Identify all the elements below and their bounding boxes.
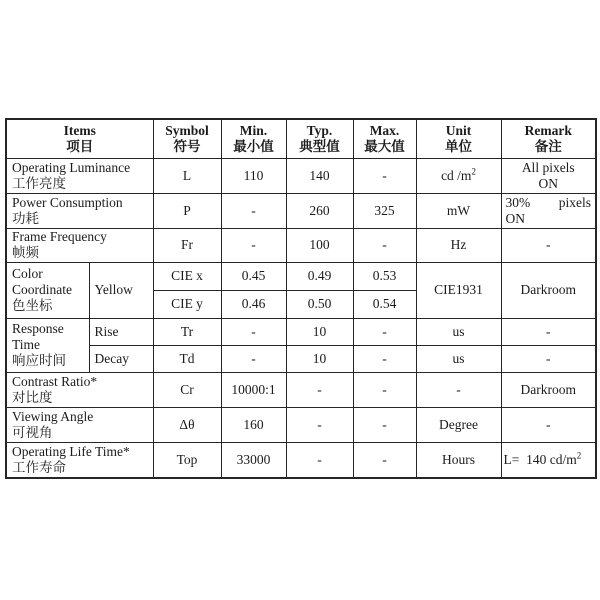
- symbol-cell: P: [153, 193, 221, 228]
- remark-header-zh: 备注: [534, 138, 562, 154]
- col-header-unit: [416, 119, 501, 158]
- subitem-cell-rise: Rise: [89, 318, 153, 345]
- col-header-typ: [286, 119, 353, 158]
- max-cell: -: [353, 158, 416, 193]
- unit-superscript: 2: [471, 166, 476, 176]
- max-cell: -: [353, 407, 416, 442]
- remark-justified-line: [506, 195, 592, 211]
- row-power-consumption: [6, 193, 596, 228]
- min-cell: -: [221, 345, 286, 372]
- item-cell-viewing-angle: [6, 407, 153, 442]
- typ-cell: -: [286, 442, 353, 478]
- max-header-zh: 最大值: [364, 138, 405, 154]
- item-cell-response-time: [6, 318, 89, 372]
- remark-cell: -: [501, 345, 596, 372]
- row-viewing-angle: [6, 407, 596, 442]
- typ-header-zh: 典型值: [299, 138, 340, 154]
- typ-cell: 140: [286, 158, 353, 193]
- remark-part-b: pixels: [558, 194, 591, 210]
- remark-cell: [501, 158, 596, 193]
- max-cell: -: [353, 318, 416, 345]
- item-zh: 功耗: [12, 210, 39, 226]
- min-cell: 33000: [221, 442, 286, 478]
- subitem-cell-decay: Decay: [89, 345, 153, 372]
- min-header-en: Min.: [239, 122, 268, 138]
- item-zh: 工作亮度: [12, 175, 66, 191]
- col-header-min: [221, 119, 286, 158]
- unit-cell: mW: [416, 193, 501, 228]
- items-header-zh: 项目: [66, 138, 94, 154]
- col-header-max: [353, 119, 416, 158]
- symbol-cell: Fr: [153, 228, 221, 262]
- unit-cell: Hz: [416, 228, 501, 262]
- item-zh: 色坐标: [12, 298, 53, 313]
- unit-cell: us: [416, 345, 501, 372]
- remark-cell: [501, 193, 596, 228]
- max-cell: 0.54: [353, 290, 416, 318]
- typ-cell: 10: [286, 345, 353, 372]
- min-cell: -: [221, 228, 286, 262]
- min-cell: -: [221, 318, 286, 345]
- remark-cell: Darkroom: [501, 262, 596, 318]
- item-en: Operating Luminance: [12, 159, 131, 175]
- remark-cell: -: [501, 407, 596, 442]
- unit-cell: -: [416, 372, 501, 407]
- item-cell-operating-luminance: [6, 158, 153, 193]
- symbol-cell: Δθ: [153, 407, 221, 442]
- min-cell: 0.46: [221, 290, 286, 318]
- item-cell-contrast-ratio: [6, 372, 153, 407]
- row-color-coordinate-ciex: [6, 262, 596, 290]
- item-en: Contrast Ratio*: [12, 373, 98, 389]
- remark-cell: -: [501, 228, 596, 262]
- row-response-time-rise: [6, 318, 596, 345]
- min-cell: 160: [221, 407, 286, 442]
- item-en: Frame Frequency: [12, 229, 107, 244]
- symbol-cell: Td: [153, 345, 221, 372]
- symbol-cell: CIE x: [153, 262, 221, 290]
- remark-line2: ON: [538, 175, 558, 191]
- max-cell: 325: [353, 193, 416, 228]
- unit-cell: us: [416, 318, 501, 345]
- items-header-en: Items: [63, 122, 96, 138]
- typ-cell: 0.49: [286, 262, 353, 290]
- item-cell-color-coordinate: [6, 262, 89, 318]
- row-response-time-decay: [6, 345, 596, 372]
- item-en: Operating Life Time*: [12, 443, 130, 459]
- max-cell: -: [353, 345, 416, 372]
- symbol-cell: Top: [153, 442, 221, 478]
- typ-cell: 100: [286, 228, 353, 262]
- max-cell: -: [353, 372, 416, 407]
- typ-header-en: Typ.: [306, 122, 333, 138]
- min-cell: 110: [221, 158, 286, 193]
- typ-cell: 260: [286, 193, 353, 228]
- symbol-header-en: Symbol: [165, 122, 209, 138]
- symbol-header-zh: 符号: [173, 138, 201, 154]
- remark-superscript: 2: [576, 450, 582, 461]
- unit-cell: Degree: [416, 407, 501, 442]
- typ-cell: -: [286, 372, 353, 407]
- symbol-cell: Tr: [153, 318, 221, 345]
- item-en: Color Coordinate: [12, 266, 72, 297]
- symbol-cell: L: [153, 158, 221, 193]
- unit-header-zh: 单位: [445, 138, 472, 154]
- unit-cell: Hours: [416, 442, 501, 478]
- item-en: Power Consumption: [12, 194, 123, 210]
- symbol-cell: CIE y: [153, 290, 221, 318]
- unit-cell: [416, 158, 501, 193]
- remark-part-a: 30%: [505, 194, 531, 210]
- item-zh: 响应时间: [12, 353, 66, 368]
- unit-header-en: Unit: [445, 122, 472, 138]
- symbol-cell: Cr: [153, 372, 221, 407]
- item-zh: 可视角: [12, 424, 53, 440]
- typ-cell: -: [286, 407, 353, 442]
- min-cell: 10000:1: [221, 372, 286, 407]
- item-cell-operating-life-time: [6, 442, 153, 478]
- row-operating-life-time: [6, 442, 596, 478]
- remark-base: L= 140 cd/m: [503, 451, 577, 467]
- remark-line1: All pixels: [521, 159, 575, 175]
- item-zh: 对比度: [12, 389, 53, 405]
- remark-line2: ON: [505, 210, 525, 226]
- row-contrast-ratio: [6, 372, 596, 407]
- typ-cell: 10: [286, 318, 353, 345]
- remark-cell: -: [501, 318, 596, 345]
- remark-cell: Darkroom: [501, 372, 596, 407]
- col-header-remark: [501, 119, 596, 158]
- subitem-cell-yellow: Yellow: [89, 262, 153, 318]
- typ-cell: 0.50: [286, 290, 353, 318]
- col-header-symbol: [153, 119, 221, 158]
- max-header-en: Max.: [369, 122, 400, 138]
- remark-header-en: Remark: [524, 122, 572, 138]
- item-en: Response Time: [12, 321, 64, 352]
- row-operating-luminance: [6, 158, 596, 193]
- header-row: [6, 119, 596, 158]
- max-cell: -: [353, 442, 416, 478]
- spec-table: [5, 118, 597, 479]
- item-zh: 工作寿命: [12, 459, 66, 475]
- row-frame-frequency: [6, 228, 596, 262]
- max-cell: 0.53: [353, 262, 416, 290]
- unit-base: cd /m: [441, 167, 472, 183]
- item-zh: 帧频: [12, 245, 39, 260]
- min-cell: -: [221, 193, 286, 228]
- remark-cell: [501, 442, 596, 478]
- min-header-zh: 最小值: [233, 138, 274, 154]
- item-cell-power-consumption: [6, 193, 153, 228]
- col-header-items: [6, 119, 153, 158]
- max-cell: -: [353, 228, 416, 262]
- item-cell-frame-frequency: [6, 228, 153, 262]
- min-cell: 0.45: [221, 262, 286, 290]
- item-en: Viewing Angle: [12, 408, 94, 424]
- unit-cell: CIE1931: [416, 262, 501, 318]
